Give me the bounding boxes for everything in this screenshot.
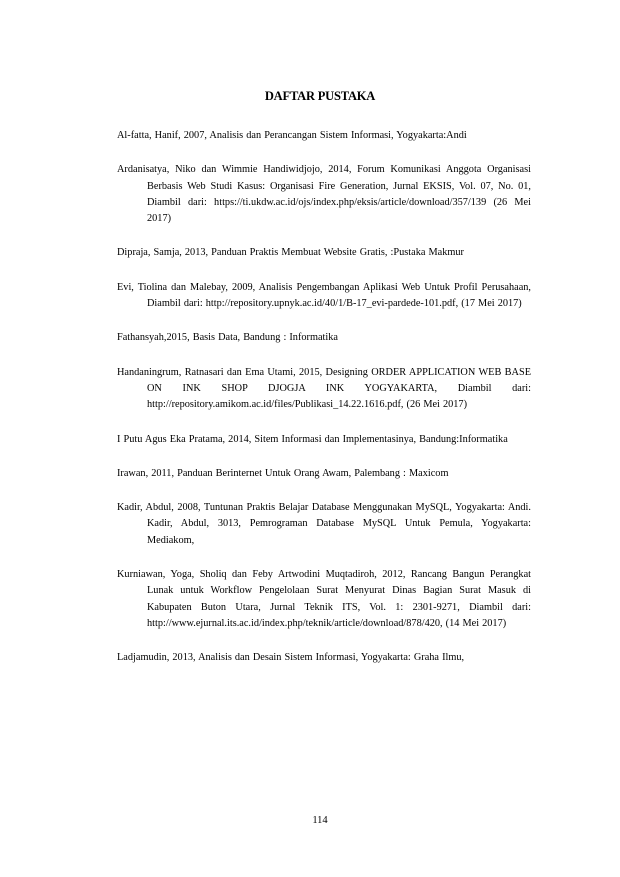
reference-item: Ardanisatya, Niko dan Wimmie Handiwidjojo, 2014, Forum Komunikasi Anggota Organisasi Berbasis Web Studi Kasus: Organisasi Fire Generation, Jurnal EKSIS, Vol. 07, No. 01, Diambil dari: https://ti.ukdw.ac.id/ojs/index.php/eksis/article/download/357/139 (26 Mei 2017)	[117, 164, 531, 225]
reference-item: Handaningrum, Ratnasari dan Ema Utami, 2015, Designing ORDER APPLICATION WEB BASE ON INK SHOP DJOGJA INK YOGYAKARTA, Diambil dari: http://repository.amikom.ac.id/files/Publikasi_14.22.1616.pdf, (26 Mei 2017)	[117, 366, 531, 411]
reference-item: Kurniawan, Yoga, Sholiq dan Feby Artwodini Muqtadiroh, 2012, Rancang Bangun Perangkat Lunak untuk Workflow Pengelolaan Surat Menyurat Dinas Bagian Surat Masuk di Kabupaten Buton Utara, Jurnal Teknik ITS, Vol. 1: 2301-9271, Diambil dari: http://www.ejurnal.its.ac.id/index.php/teknik/article/download/878/420, (14 Mei 2017)	[117, 569, 531, 629]
reference-list	[117, 128, 531, 685]
reference-item: Al-fatta, Hanif, 2007, Analisis dan Perancangan Sistem Informasi, Yogyakarta:Andi	[117, 130, 467, 141]
reference-item: Fathansyah,2015, Basis Data, Bandung : Informatika	[117, 332, 338, 344]
reference-item: Ladjamudin, 2013, Analisis dan Desain Sistem Informasi, Yogyakarta: Graha Ilmu,	[117, 652, 465, 664]
reference-item: Dipraja, Samja, 2013, Panduan Praktis Membuat Website Gratis, :Pustaka Makmur	[117, 247, 464, 259]
reference-item: Evi, Tiolina dan Malebay, 2009, Analisis Pengembangan Aplikasi Web Untuk Profil Perusahaan, Diambil dari: http://repository.upnyk.ac.id/40/1/B-17_evi-pardede-101.pdf, (17 Mei 2017)	[117, 281, 531, 310]
page-number: 114	[312, 815, 328, 826]
reference-item: Kadir, Abdul, 2008, Tuntunan Praktis Belajar Database Menggunakan MySQL, Yogyakarta: Andi. Kadir, Abdul, 3013, Pemrograman Database MySQL Untuk Pemula, Yogyakarta: Mediakom,	[117, 502, 531, 546]
reference-item: I Putu Agus Eka Pratama, 2014, Sitem Informasi dan Implementasinya, Bandung:Informatika	[117, 433, 508, 445]
page-title: DAFTAR PUSTAKA	[264, 89, 376, 103]
reference-item: Irawan, 2011, Panduan Berinternet Untuk Orang Awam, Palembang : Maxicom	[117, 467, 449, 479]
